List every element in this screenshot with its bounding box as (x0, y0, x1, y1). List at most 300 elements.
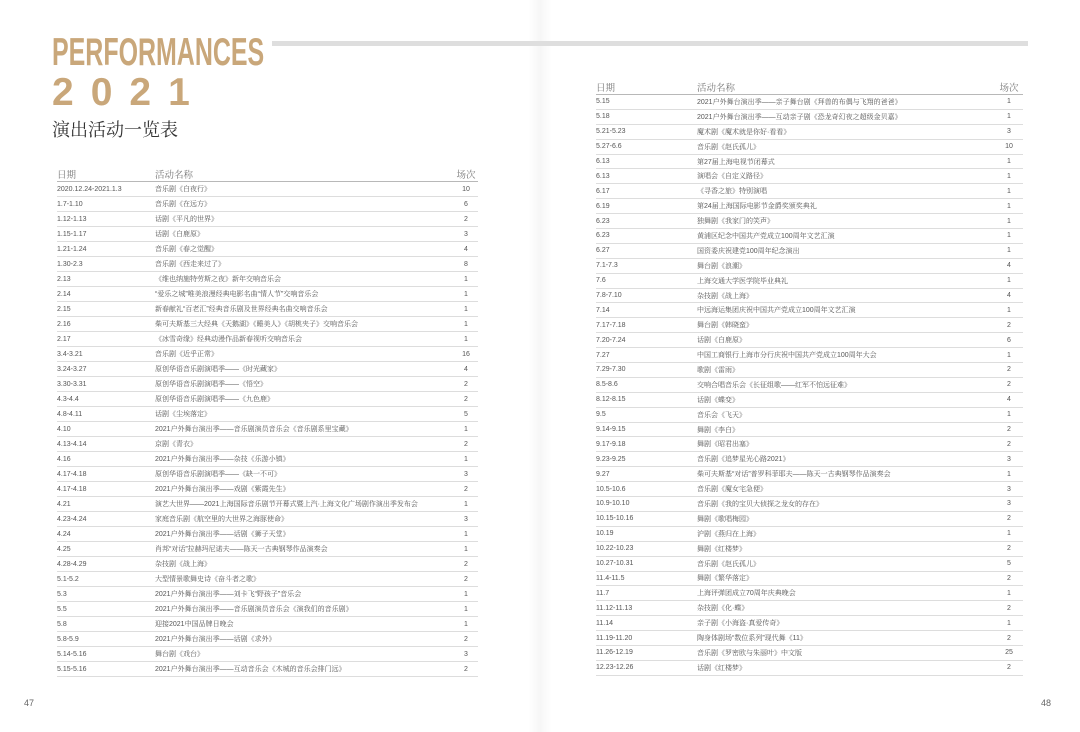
table-row (596, 348, 1023, 363)
row-count: 1 (464, 530, 468, 538)
header-divider-bar (272, 41, 1028, 46)
row-count: 1 (1007, 470, 1011, 478)
table-row (57, 512, 478, 527)
row-count: 1 (1007, 619, 1011, 627)
row-name: 原创华语音乐剧演唱季——《九色鹿》 (155, 396, 274, 403)
row-count: 1 (1007, 530, 1011, 538)
row-date: 1.21-1.24 (57, 245, 87, 253)
row-name: 沪剧《燕归在上海》 (697, 530, 760, 538)
row-count: 1 (1007, 187, 1011, 195)
table-row (596, 482, 1023, 497)
row-name: 2021户外舞台演出季——互动音乐会《木城的音乐会排门远》 (155, 666, 346, 673)
header-name: 活动名称 (155, 169, 194, 181)
row-name: 舞剧《昭君出塞》 (697, 441, 753, 449)
row-date: 1.30-2.3 (57, 260, 83, 268)
row-count: 25 (1005, 649, 1013, 657)
row-date: 5.8 (57, 620, 67, 628)
row-date: 8.5-8.6 (596, 381, 618, 389)
row-count: 5 (1007, 560, 1011, 568)
row-name: 肖邦“对话”拉赫玛尼诺夫——陈天一古典钢琴作品演奏会 (155, 546, 328, 553)
row-date: 5.18 (596, 113, 610, 121)
row-date: 4.23-4.24 (57, 515, 87, 523)
row-count: 2 (1007, 574, 1011, 582)
row-name: 话剧《红楼梦》 (697, 664, 746, 672)
table-row (57, 302, 478, 317)
row-name: 中远海运集团庆祝中国共产党成立100周年文艺汇演 (697, 307, 856, 315)
row-date: 7.17-7.18 (596, 321, 626, 329)
row-date: 4.10 (57, 425, 71, 433)
row-date: 11.12-11.13 (596, 604, 633, 612)
row-name: 家庭音乐剧《航空里的大世界之海豚使命》 (155, 516, 288, 523)
row-name: 音乐剧《白夜行》 (155, 186, 211, 193)
table-row (57, 392, 478, 407)
row-date: 2.13 (57, 275, 71, 283)
row-name: 《维也纳施特劳斯之夜》新年交响音乐会 (155, 276, 281, 283)
row-name: 话剧《尘埃落定》 (155, 411, 211, 418)
row-date: 5.1-5.2 (57, 575, 79, 583)
row-date: 9.5 (596, 411, 606, 419)
table-row (57, 482, 478, 497)
row-count: 3 (464, 650, 468, 658)
row-count: 1 (1007, 247, 1011, 255)
table-row (57, 272, 478, 287)
row-count: 1 (464, 305, 468, 313)
table-row (596, 497, 1023, 512)
row-name: 音乐剧《赵氏孤儿》 (697, 143, 760, 151)
row-date: 1.7-1.10 (57, 200, 83, 208)
row-count: 1 (1007, 113, 1011, 121)
table-row (596, 646, 1023, 661)
row-name: 第27届上海电视节闭幕式 (697, 158, 775, 166)
row-count: 2 (1007, 426, 1011, 434)
table-row (596, 259, 1023, 274)
row-name: 2021户外舞台演出季——话剧《狮子天堂》 (155, 531, 290, 538)
row-count: 2 (464, 440, 468, 448)
table-row (57, 347, 478, 362)
table-row (596, 214, 1023, 229)
row-count: 1 (464, 425, 468, 433)
table-row (596, 184, 1023, 199)
row-name: 新春献礼“百老汇”经典音乐剧及世界经典名曲交响音乐会 (155, 306, 328, 313)
table-row (57, 317, 478, 332)
table-row (57, 332, 478, 347)
row-date: 2.15 (57, 305, 71, 313)
row-count: 4 (464, 365, 468, 373)
title-chinese: 演出活动一览表 (52, 120, 178, 140)
row-date: 6.27 (596, 247, 610, 255)
header-date: 日期 (596, 82, 616, 94)
row-name: 《寻香之旅》特别演唱 (697, 188, 767, 196)
table-body (57, 182, 478, 677)
row-name: 歌剧《雷雨》 (697, 366, 739, 374)
row-count: 1 (464, 545, 468, 553)
row-name: 音乐剧《赵氏孤儿》 (697, 560, 760, 568)
row-name: 2021户外舞台演出季——音乐剧演员音乐会《演我们的音乐剧》 (155, 606, 353, 613)
row-date: 1.15-1.17 (57, 230, 87, 238)
row-count: 1 (1007, 277, 1011, 285)
table-row (57, 452, 478, 467)
row-name: 话剧《白鹿原》 (697, 337, 746, 345)
row-date: 5.27-6.6 (596, 143, 622, 151)
table-row (57, 662, 478, 677)
row-count: 3 (1007, 455, 1011, 463)
row-name: 2021户外舞台演出季——戏剧《紫霞先生》 (155, 486, 290, 493)
row-count: 1 (1007, 351, 1011, 359)
row-count: 10 (1005, 143, 1013, 151)
table-header (596, 79, 1023, 95)
row-count: 2 (464, 485, 468, 493)
row-name: 国资委庆祝建党100周年纪念演出 (697, 247, 800, 255)
row-name: 2021户外舞台演出季——话剧《求外》 (155, 636, 276, 643)
row-name: 舞剧《李白》 (697, 426, 739, 434)
row-count: 2 (1007, 515, 1011, 523)
row-date: 4.24 (57, 530, 71, 538)
row-date: 2.17 (57, 335, 71, 343)
row-count: 1 (464, 455, 468, 463)
row-date: 2020.12.24-2021.1.3 (57, 185, 122, 193)
row-count: 2 (1007, 634, 1011, 642)
row-name: 陶身体剧场“数位系列”现代舞《11》 (697, 635, 807, 642)
table-row (57, 242, 478, 257)
table-row (596, 229, 1023, 244)
row-date: 3.24-3.27 (57, 365, 87, 373)
row-date: 9.14-9.15 (596, 426, 626, 434)
table-body (596, 95, 1023, 676)
row-name: 音乐剧《近乎正常》 (155, 351, 218, 358)
table-row (57, 527, 478, 542)
table-row (57, 572, 478, 587)
table-row (57, 422, 478, 437)
row-count: 2 (464, 560, 468, 568)
row-name: 音乐剧《春之觉醒》 (155, 246, 218, 253)
row-count: 1 (1007, 306, 1011, 314)
row-date: 9.17-9.18 (596, 440, 626, 448)
row-count: 1 (1007, 411, 1011, 419)
row-date: 10.5-10.6 (596, 485, 626, 493)
table-row (596, 363, 1023, 378)
row-name: 交响合唱音乐会《长征组歌——红军不怕远征难》 (697, 381, 851, 389)
row-date: 10.27-10.31 (596, 560, 634, 568)
row-date: 5.15 (596, 98, 610, 106)
row-date: 7.14 (596, 306, 610, 314)
row-count: 1 (464, 605, 468, 613)
row-count: 2 (1007, 545, 1011, 553)
table-row (596, 557, 1023, 572)
row-name: 话剧《蝶变》 (697, 396, 739, 404)
row-name: 舞剧《红楼梦》 (697, 545, 746, 553)
row-date: 6.23 (596, 217, 610, 225)
table-row (57, 632, 478, 647)
table-row (596, 542, 1023, 557)
table-row (57, 407, 478, 422)
table-row (57, 557, 478, 572)
table-row (596, 512, 1023, 527)
row-date: 4.25 (57, 545, 71, 553)
row-name: 杂技剧《战上海》 (697, 292, 753, 300)
table-row (57, 647, 478, 662)
table-row (57, 542, 478, 557)
row-date: 8.12-8.15 (596, 396, 626, 404)
row-date: 6.13 (596, 158, 610, 165)
row-name: 2021户外舞台演出季——刘卡飞“野孩子”音乐会 (155, 591, 302, 598)
row-name: 原创华语音乐剧演唱季——《悟空》 (155, 381, 267, 388)
table-row (596, 408, 1023, 423)
row-name: 舞剧《繁华落定》 (697, 575, 753, 583)
row-name: 原创华语音乐剧演唱季——《时光藏家》 (155, 366, 281, 373)
row-name: 亲子剧《小海盗·真爱传奇》 (697, 620, 784, 628)
row-date: 6.17 (596, 187, 610, 195)
table-row (57, 497, 478, 512)
row-date: 4.17-4.18 (57, 470, 87, 478)
row-date: 7.8-7.10 (596, 292, 622, 300)
table-row (596, 423, 1023, 438)
row-date: 5.21-5.23 (596, 128, 626, 136)
row-name: 舞台剧《浪潮》 (697, 262, 746, 270)
table-row (57, 617, 478, 632)
table-row (596, 274, 1023, 289)
table-header (57, 166, 478, 182)
row-count: 8 (464, 260, 468, 268)
row-count: 3 (1007, 128, 1011, 136)
table-row (596, 303, 1023, 318)
row-count: 1 (1007, 98, 1011, 106)
row-date: 2.14 (57, 290, 71, 298)
row-date: 12.23-12.26 (596, 664, 634, 672)
row-count: 16 (462, 350, 470, 358)
table-row (596, 437, 1023, 452)
table-row (596, 452, 1023, 467)
row-name: 杂技剧《战上海》 (155, 561, 211, 568)
row-name: 2021户外舞台演出季——亲子舞台剧《拜兽的布偶与飞翔的爸爸》 (697, 98, 902, 106)
row-count: 2 (1007, 366, 1011, 374)
table-row (596, 631, 1023, 646)
row-count: 2 (464, 665, 468, 673)
table-row (596, 140, 1023, 155)
header-date: 日期 (57, 169, 77, 181)
row-date: 11.4-11.5 (596, 574, 625, 582)
row-count: 1 (464, 335, 468, 343)
table-row (57, 362, 478, 377)
header-count: 场次 (456, 169, 476, 181)
row-count: 1 (1007, 232, 1011, 240)
row-count: 2 (1007, 381, 1011, 389)
table-row (57, 227, 478, 242)
row-count: 4 (1007, 262, 1011, 270)
row-date: 11.19-11.20 (596, 634, 633, 642)
row-count: 2 (1007, 664, 1011, 672)
row-name: 京剧《青衣》 (155, 441, 197, 448)
row-count: 3 (1007, 485, 1011, 493)
row-count: 1 (464, 500, 468, 508)
row-date: 4.8-4.11 (57, 410, 83, 418)
row-date: 11.7 (596, 589, 610, 597)
row-name: 2021户外舞台演出季——互动亲子剧《恐龙奇幻夜之超级金贝嘉》 (697, 113, 902, 121)
table-row (596, 586, 1023, 601)
row-name: 音乐剧《追梦星光心路2021》 (697, 456, 790, 464)
table-row (596, 155, 1023, 170)
row-count: 2 (1007, 604, 1011, 612)
row-name: 音乐剧《我的宝贝大侦探之龙女的存在》 (697, 500, 823, 508)
row-name: 音乐剧《魔女宅急便》 (697, 486, 767, 494)
row-date: 4.13-4.14 (57, 440, 87, 448)
row-name: 柴可夫斯基“对话”普罗科菲耶夫——陈天一古典钢琴作品演奏会 (697, 471, 891, 479)
row-count: 6 (464, 200, 468, 208)
row-name: 2021户外舞台演出季——音乐剧演员音乐会《音乐剧系里宝藏》 (155, 426, 353, 433)
table-row (596, 318, 1023, 333)
row-name: 大型情景歌舞史诗《奋斗者之歌》 (155, 576, 260, 583)
header-name: 活动名称 (697, 82, 736, 94)
table-row (596, 572, 1023, 587)
row-name: 第24届上海国际电影节金爵奖颁奖典礼 (697, 203, 817, 211)
table-row (596, 199, 1023, 214)
table-row (57, 287, 478, 302)
row-date: 4.16 (57, 455, 71, 463)
row-name: 原创华语音乐剧演唱季——《缺一不可》 (155, 471, 281, 478)
performance-table-left (57, 166, 478, 677)
row-name: 独舞剧《我家门的笑声》 (697, 218, 774, 226)
table-row (596, 169, 1023, 184)
table-row (596, 110, 1023, 125)
row-count: 1 (1007, 202, 1011, 210)
row-count: 4 (464, 245, 468, 253)
row-name: 舞台剧《戏台》 (155, 651, 204, 658)
row-date: 9.27 (596, 470, 610, 478)
title-year: 2021 (52, 71, 207, 114)
row-name: 杂技剧《化·蝶》 (697, 605, 749, 613)
row-date: 3.30-3.31 (57, 380, 87, 388)
row-date: 2.16 (57, 320, 71, 328)
row-count: 1 (1007, 158, 1011, 165)
row-count: 1 (464, 590, 468, 598)
row-date: 7.1-7.3 (596, 262, 618, 270)
table-row (596, 616, 1023, 631)
row-name: 音乐会《飞天》 (697, 411, 746, 419)
row-count: 2 (464, 395, 468, 403)
row-count: 2 (1007, 440, 1011, 448)
row-count: 4 (1007, 292, 1011, 300)
row-count: 2 (1007, 321, 1011, 329)
page-number-left: 47 (24, 698, 35, 708)
row-date: 10.19 (596, 530, 614, 538)
page-number-right: 48 (1041, 698, 1052, 708)
row-date: 5.15-5.16 (57, 665, 87, 673)
table-row (57, 587, 478, 602)
row-count: 2 (464, 215, 468, 223)
row-date: 7.20-7.24 (596, 336, 626, 344)
table-row (596, 661, 1023, 676)
row-count: 3 (1007, 500, 1011, 508)
performance-table-right (596, 79, 1023, 676)
table-row (57, 182, 478, 197)
row-date: 6.23 (596, 232, 610, 240)
row-date: 5.14-5.16 (57, 650, 87, 658)
row-name: 音乐剧《在远方》 (155, 201, 211, 208)
row-date: 10.15-10.16 (596, 515, 634, 523)
row-name: 柴可夫斯基三大经典《天鹅湖》《睡美人》《胡桃夹子》交响音乐会 (155, 321, 358, 328)
row-count: 1 (1007, 589, 1011, 597)
row-date: 5.8-5.9 (57, 635, 79, 643)
row-date: 11.26-12.19 (596, 649, 633, 657)
row-name: 演艺大世界——2021上海国际音乐剧节开幕式暨上汽·上海文化广场剧作演出季发布会 (155, 501, 418, 508)
row-date: 6.13 (596, 172, 610, 180)
table-row (57, 377, 478, 392)
row-count: 6 (1007, 336, 1011, 344)
row-date: 4.3-4.4 (57, 395, 79, 403)
title-english: PERFORMANCES (52, 31, 265, 74)
row-count: 3 (464, 515, 468, 523)
table-row (596, 467, 1023, 482)
row-date: 11.14 (596, 619, 613, 627)
row-count: 1 (464, 320, 468, 328)
row-name: 2021户外舞台演出季——杂技《乐游小镇》 (155, 456, 290, 463)
row-count: 1 (1007, 172, 1011, 180)
table-row (596, 244, 1023, 259)
row-name: 舞剧《歌唱梅园》 (697, 515, 753, 523)
table-row (596, 333, 1023, 348)
row-date: 6.19 (596, 202, 610, 210)
row-name: 音乐剧《西走来过了》 (155, 261, 225, 268)
row-name: 上海交通大学医学院毕业典礼 (697, 277, 788, 285)
row-count: 3 (464, 230, 468, 238)
table-row (596, 95, 1023, 110)
row-count: 4 (1007, 396, 1011, 404)
row-name: 魔术剧《魔术就是你好·看看》 (697, 128, 791, 136)
table-row (57, 257, 478, 272)
row-date: 5.3 (57, 590, 67, 598)
row-name: 舞台剧《韩晓蛮》 (697, 322, 753, 330)
row-name: 话剧《平凡的世界》 (155, 216, 218, 223)
header-count: 场次 (999, 82, 1019, 94)
row-date: 4.21 (57, 500, 71, 508)
table-row (57, 467, 478, 482)
row-date: 3.4-3.21 (57, 350, 83, 358)
row-count: 1 (464, 275, 468, 283)
table-row (596, 378, 1023, 393)
row-name: 上海评弹团成立70周年庆典晚会 (697, 590, 796, 598)
row-count: 2 (464, 575, 468, 583)
row-name: 中国工商银行上海市分行庆祝中国共产党成立100周年大会 (697, 352, 877, 360)
table-row (596, 289, 1023, 304)
row-date: 10.9-10.10 (596, 500, 630, 508)
row-name: 演唱会《自定义路径》 (697, 173, 767, 181)
row-date: 7.29-7.30 (596, 366, 626, 374)
row-name: 《冰雪奇缘》经典动漫作品新春视听交响音乐会 (155, 336, 302, 343)
table-row (596, 601, 1023, 616)
row-date: 5.5 (57, 605, 67, 613)
table-row (57, 437, 478, 452)
row-count: 3 (464, 470, 468, 478)
row-count: 5 (464, 410, 468, 418)
table-row (57, 197, 478, 212)
row-count: 1 (464, 620, 468, 628)
row-count: 1 (1007, 217, 1011, 225)
row-name: 音乐剧《罗密欧与朱丽叶》中文版 (697, 649, 802, 657)
row-count: 1 (464, 290, 468, 298)
row-count: 2 (464, 635, 468, 643)
table-row (596, 527, 1023, 542)
table-row (596, 125, 1023, 140)
row-count: 2 (464, 380, 468, 388)
row-date: 4.28-4.29 (57, 560, 87, 568)
row-date: 7.27 (596, 351, 610, 359)
row-name: 迎接2021中国品牌日晚会 (155, 621, 234, 628)
row-count: 10 (462, 185, 470, 193)
page-fold (528, 0, 552, 732)
row-date: 10.22-10.23 (596, 545, 634, 553)
row-date: 9.23-9.25 (596, 455, 626, 463)
row-date: 4.17-4.18 (57, 485, 87, 493)
row-name: “爱乐之城”唯美浪漫经典电影名曲“情人节”交响音乐会 (155, 291, 319, 298)
